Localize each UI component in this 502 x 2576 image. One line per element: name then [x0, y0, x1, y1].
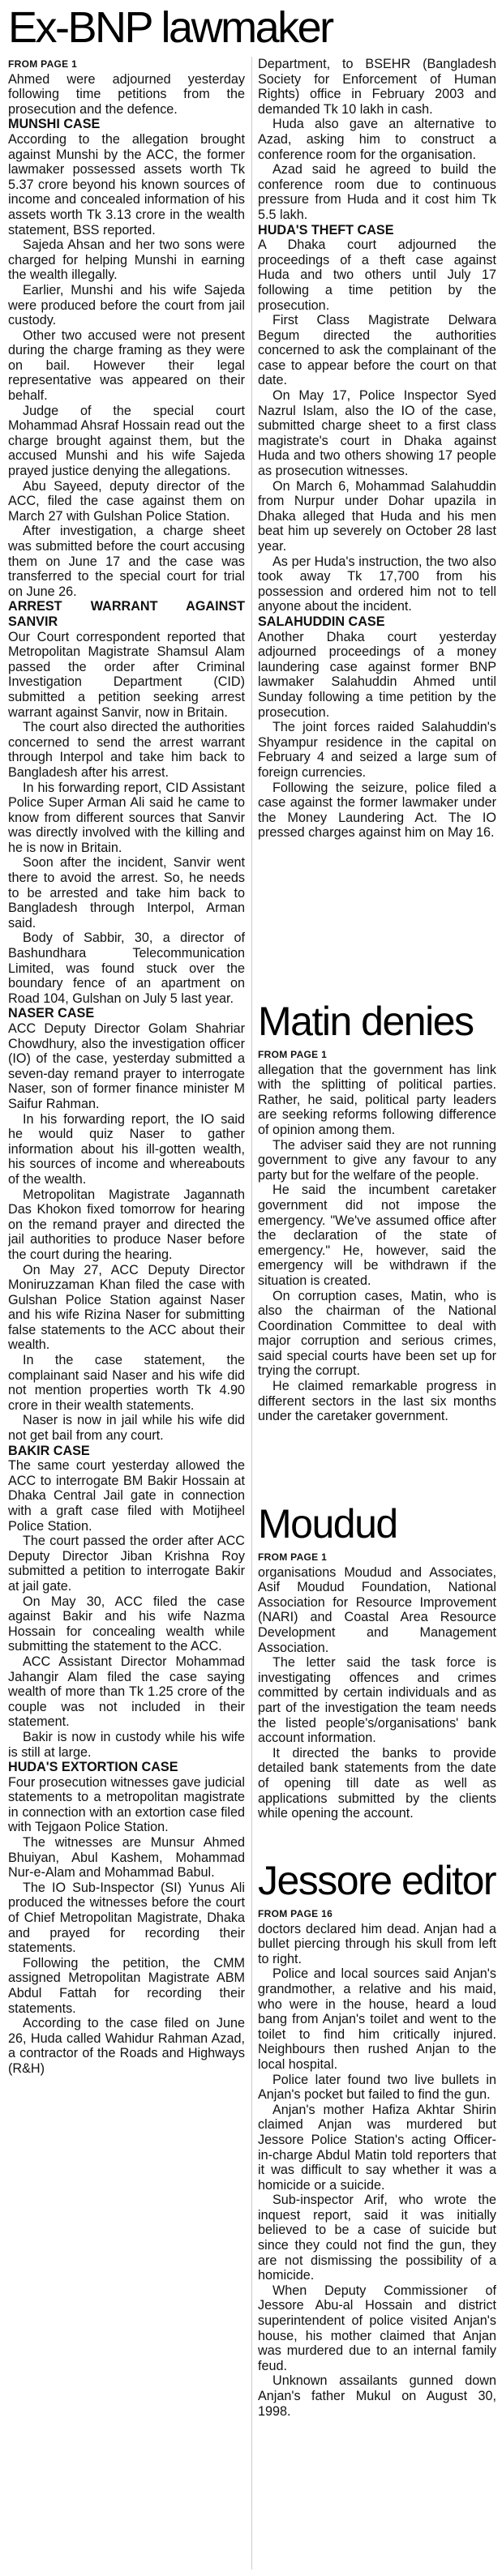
article-moudud — [258, 1550, 496, 1855]
paragraph: Metropolitan Magistrate Jagannath Das Khokon fixed tomorrow for hearing on the remand prayer and directed the jail authorities to produce Naser before the court during the hearing. — [8, 1187, 245, 1262]
paragraph: He claimed remarkable progress in different sectors in the last six months under the caretaker government. — [258, 1379, 496, 1424]
paragraph: Earlier, Munshi and his wife Sajeda were produced before the court from jail custody. — [8, 282, 245, 328]
continuation-marker: FROM PAGE 16 — [258, 1908, 333, 1919]
paragraph: Police and local sources said Anjan's grandmother, a relative and his maid, who were in the house, heard a loud bang from Anjan's toilet and went to the toilet to find him critically injured. Neighbours then rushed Anjan to the local hospital. — [258, 1966, 496, 2072]
paragraph: Sajeda Ahsan and her two sons were charged for helping Munshi in earning the wealth illegally. — [8, 237, 245, 283]
paragraph: The IO Sub-Inspector (SI) Yunus Ali produced the witnesses before the court of Chief Metropolitan Magistrate, Dhaka and prayed for recording their statements. — [8, 1880, 245, 1956]
paragraph: The joint forces raided Salahuddin's Shyampur residence in the capital on February 4 and seized a large sum of foreign currencies. — [258, 720, 496, 780]
paragraph: The letter said the task force is investigating offences and crimes committed by certain individuals and as part of the investigation the team needs the listed people's/organisations' bank account information. — [258, 1655, 496, 1746]
paragraph: allegation that the government has link with the splitting of political parties. Rather, he said, political party leaders are seeking reforms following difference of opinion among them. — [258, 1062, 496, 1137]
paragraph: The adviser said they are not running government to give any favour to any party but for the welfare of the people. — [258, 1137, 496, 1183]
paragraph: Other two accused were not present during the charge framing as they were on bail. However their legal representative was appeared on their behalf. — [8, 327, 245, 404]
paragraph: According to the allegation brought against Munshi by the ACC, the former lawmaker possessed assets worth Tk 5.37 crore beyond his known sources of income and concealed information of his assets worth Tk 3.13 crore in the wealth statement, BSS reported. — [8, 131, 245, 237]
paragraph: On May 27, ACC Deputy Director Moniruzzaman Khan filed the case with Gulshan Police Station against Naser and his wife Rizina Naser for submitting false statements to the ACC about their wealth. — [8, 1262, 245, 1353]
paragraph: Anjan's mother Hafiza Akhtar Shirin claimed Anjan was murdered but Jessore Police Station's acting Officer-in-charge Abdul Matin told reporters that it was difficult to say whether it was a homicide or a suicide. — [258, 2102, 496, 2193]
article-matin-denies — [258, 1047, 496, 1498]
headline-jessore-editor: Jessore editor — [258, 1858, 496, 1903]
paragraph: The court passed the order after ACC Deputy Director Jiban Krishna Roy submitted a petition to interrogate Bakir at jail gate. — [8, 1534, 245, 1594]
paragraph: Sub-inspector Arif, who wrote the inquest report, said it was initially believed to be a case of suicide but since they could not find the gun, they are not dismissing the possibility of a homicide. — [258, 2193, 496, 2283]
paragraph: The court also directed the authorities concerned to send the arrest warrant through Interpol and take him back to Bangladesh after his arrest. — [8, 720, 245, 780]
paragraph: Unknown assailants gunned down Anjan's father Mukul on August 30, 1998. — [258, 2373, 496, 2419]
article-jessore-editor — [258, 1906, 496, 2571]
paragraph: Azad said he agreed to build the conference room due to continuous pressure from Huda and it cost him Tk 5.5 lakh. — [258, 162, 496, 222]
paragraph: The same court yesterday allowed the ACC to interrogate BM Bakir Hossain at Dhaka Central Jail gate in connection with a graft case filed with Motijheel Police Station. — [8, 1458, 245, 1534]
paragraph: Body of Sabbir, 30, a director of Bashundhara Telecommunication Limited, was found stuck over the boundary fence of an apartment on Road 104, Gulshan on July 5 last year. — [8, 931, 245, 1006]
paragraph: In his forwarding report, the IO said he would quiz Naser to gather information about his ill-gotten wealth, his sources of income and whereabouts of the wealth. — [8, 1111, 245, 1187]
paragraph: Following the seizure, police filed a case against the former lawmaker under the Money Laundering Act. The IO pressed charges against him on May 16. — [258, 780, 496, 841]
paragraph: Four prosecution witnesses gave judicial statements to a metropolitan magistrate in connection with an extortion case filed with Tejgaon Police Station. — [8, 1774, 245, 1835]
paragraph: In the case statement, the complainant said Naser and his wife did not mention properties worth Tk 4.90 crore in their wealth statements. — [8, 1353, 245, 1413]
paragraph: On March 6, Mohammad Salahuddin from Nurpur under Dohar upazila in Dhaka alleged that Huda and his men beat him up severely on October 28 last year. — [258, 478, 496, 554]
paragraph: On May 30, ACC filed the case against Bakir and his wife Nazma Hossain for concealing wealth while submitting the statement to the ACC. — [8, 1594, 245, 1654]
article-column-right-continued — [258, 57, 496, 997]
article-column-left — [8, 57, 245, 2570]
headline-matin-denies: Matin denies — [258, 999, 474, 1044]
paragraph: After investigation, a charge sheet was submitted before the court accusing them on June 17 and the case was transferred to the special court for trial on June 26. — [8, 524, 245, 599]
paragraph: On May 17, Police Inspector Syed Nazrul Islam, also the IO of the case, submitted charge sheet to a first class magistrate's court in Dhaka against Huda and two others showing 17 people as prosecution witnesses. — [258, 388, 496, 479]
paragraph: Judge of the special court Mohammad Ahsraf Hossain read out the charge brought against them, but the accused Munshi and his wife Sajeda prayed justice denying the allegations. — [8, 403, 245, 479]
paragraph: Huda also gave an alternative to Azad, asking him to construct a conference room for the organisation. — [258, 117, 496, 162]
continuation-marker: FROM PAGE 1 — [258, 1551, 328, 1563]
paragraph: He said the incumbent caretaker government did not impose the emergency. "We've assumed office after the declaration of the state of emergency." He, however, said the emergency will be withdrawn if the situation is created. — [258, 1183, 496, 1288]
paragraph: Following the petition, the CMM assigned Metropolitan Magistrate ABM Abdul Fattah for recording their statements. — [8, 1955, 245, 2016]
headline-ex-bnp-lawmaker: Ex-BNP lawmaker — [8, 3, 333, 52]
column-divider — [251, 57, 252, 2570]
paragraph: Ahmed were adjourned yesterday following time petitions from the prosecution and the defence. — [8, 71, 245, 117]
paragraph: organisations Moudud and Associates, Asif Moudud Foundation, National Association for Resource Improvement (NARI) and Coastal Area Resource Development and Management Association. — [258, 1564, 496, 1655]
paragraph: In his forwarding report, CID Assistant Police Super Arman Ali said he came to know from different sources that Sanvir was directly involved with the killing and he is now in Britain. — [8, 780, 245, 855]
section-subhead: NASER CASE — [8, 1006, 95, 1021]
paragraph: ACC Deputy Director Golam Shahriar Chowdhury, also the investigation officer (IO) of the case, yesterday submitted a seven-day remand prayer to interrogate Naser, son of former finance minister M Saifur Rahman. — [8, 1021, 245, 1111]
headline-moudud: Moudud — [258, 1501, 397, 1547]
continuation-marker: FROM PAGE 1 — [8, 58, 78, 70]
paragraph: Another Dhaka court yesterday adjourned proceedings of a money laundering case against former BNP lawmaker Salahuddin Ahmed until Sunday following a time petition by the prosecution. — [258, 629, 496, 720]
paragraph: Police later found two live bullets in Anjan's pocket but failed to find the gun. — [258, 2072, 496, 2103]
paragraph: doctors declared him dead. Anjan had a bullet piercing through his skull from left to right. — [258, 1921, 496, 1966]
paragraph: As per Huda's instruction, the two also took away Tk 17,700 from his possession and ordered him not to tell anyone about the incident. — [258, 554, 496, 614]
paragraph: According to the case filed on June 26, Huda called Wahidur Rahman Azad, a contractor of the Roads and Highways (R&H) — [8, 2016, 245, 2076]
paragraph: First Class Magistrate Delwara Begum directed the authorities concerned to ask the complainant of the case to appear before the court on that date. — [258, 313, 496, 388]
section-subhead: HUDA'S THEFT CASE — [258, 222, 394, 237]
paragraph: Naser is now in jail while his wife did not get bail from any court. — [8, 1413, 245, 1444]
paragraph: Department, to BSEHR (Bangladesh Society for Enforcement of Human Rights) office in February 2003 and demanded Tk 10 lakh in cash. — [258, 57, 496, 117]
section-subhead: MUNSHI CASE — [8, 117, 101, 132]
paragraph: A Dhaka court adjourned the proceedings of a theft case against Huda and two others until July 17 following a time petition by the prosecution. — [258, 237, 496, 313]
continuation-marker: FROM PAGE 1 — [258, 1049, 328, 1060]
paragraph: Abu Sayeed, deputy director of the ACC, filed the case against them on March 27 with Gulshan Police Station. — [8, 478, 245, 524]
paragraph: Bakir is now in custody while his wife is still at large. — [8, 1729, 245, 1760]
section-subhead: ARREST WARRANT AGAINST SANVIR — [8, 599, 245, 629]
section-subhead: HUDA'S EXTORTION CASE — [8, 1760, 178, 1775]
paragraph: It directed the banks to provide detailed bank statements from the date of opening till date as well as applications submitted by the clients while opening the account. — [258, 1745, 496, 1821]
paragraph: The witnesses are Munsur Ahmed Bhuiyan, Abul Kashem, Mohammad Nur-e-Alam and Mohammad Babul. — [8, 1835, 245, 1881]
paragraph: ACC Assistant Director Mohammad Jahangir Alam filed the case saying wealth of more than Tk 1.25 crore of the couple was not included in their statement. — [8, 1654, 245, 1730]
paragraph: On corruption cases, Matin, who is also the chairman of the National Coordination Committee to deal with major corruption and serious crimes, said special courts have been set up for trying the corrupt. — [258, 1288, 496, 1379]
section-subhead: SALAHUDDIN CASE — [258, 614, 385, 629]
paragraph: Soon after the incident, Sanvir went there to avoid the arrest. So, he needs to be arrested and take him back to Bangladesh through Interpol, Arman said. — [8, 855, 245, 931]
paragraph: When Deputy Commissioner of Jessore Abu-al Hossain and district superintendent of police visited Anjan's house, his mother claimed that Anjan was murdered due to an internal family feud. — [258, 2283, 496, 2373]
section-subhead: BAKIR CASE — [8, 1443, 90, 1458]
paragraph: Our Court correspondent reported that Metropolitan Magistrate Shamsul Alam passed the order after Criminal Investigation Department (CID) submitted a petition seeking arrest warrant against Sanvir, now in Britain. — [8, 629, 245, 720]
